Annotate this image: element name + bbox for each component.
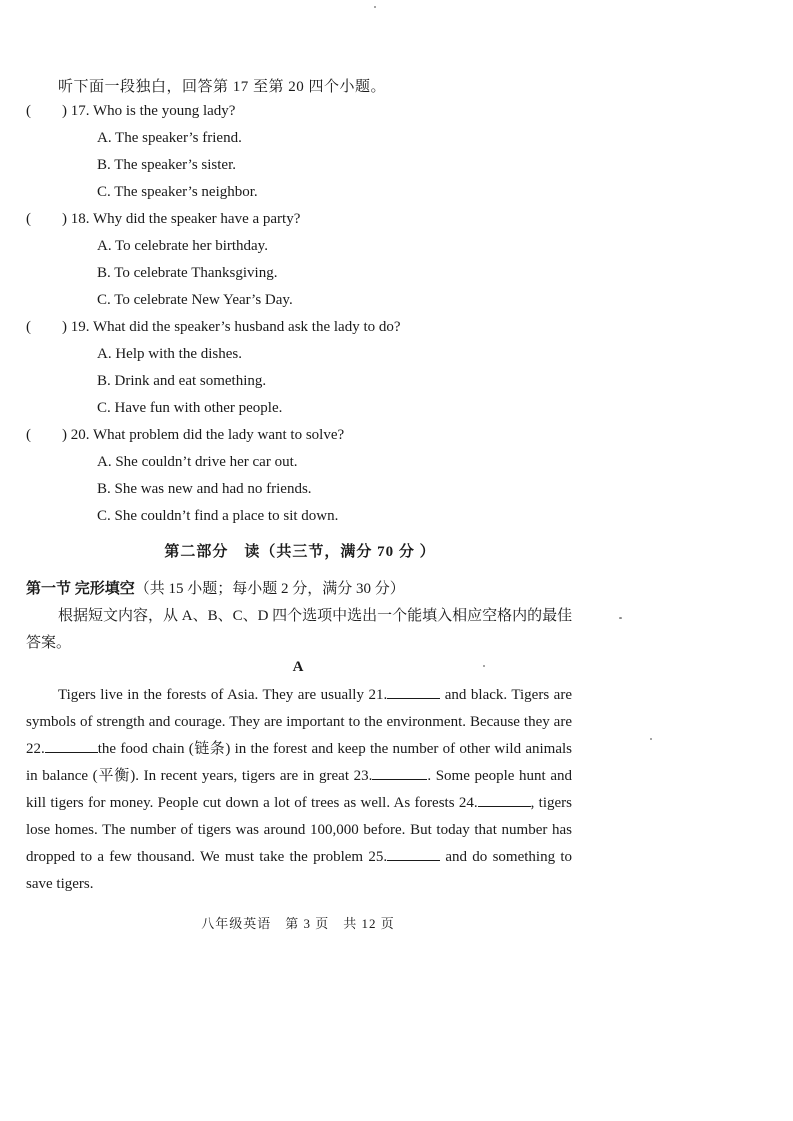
question-18 xyxy=(26,211,300,228)
section-name: 第一节 完形填空 xyxy=(26,581,135,597)
option-19b: B. Drink and eat something. xyxy=(97,373,267,389)
blank-25 xyxy=(387,848,440,861)
question-19 xyxy=(26,319,401,336)
section-title xyxy=(26,577,405,598)
passage-text xyxy=(26,682,572,898)
cloze-instructions: 根据短文内容，从 A、B、C、D 四个选项中选出一个能填入相应空格内的最佳答案。 xyxy=(26,608,573,651)
option-18c: C. To celebrate New Year’s Day. xyxy=(97,292,293,308)
passage-sentence: and black. Tigers are symbols of strength and courage. They are important to the environment. Because they are 22. xyxy=(26,687,572,757)
option-18b: B. To celebrate Thanksgiving. xyxy=(97,265,278,281)
answer-paren: ( xyxy=(26,103,31,119)
blank-23 xyxy=(372,767,427,780)
option-20c: C. She couldn’t find a place to sit down. xyxy=(97,508,339,524)
listening-intro: 听下面一段独白，回答第 17 至第 20 四个小题。 xyxy=(58,79,387,95)
option-17a: A. The speaker’s friend. xyxy=(97,130,242,146)
part-title: 第二部分 读（共三节，满分 70 分 ） xyxy=(164,544,436,560)
scan-speck xyxy=(619,617,622,619)
question-text: ) 20. What problem did the lady want to solve? xyxy=(62,427,345,443)
option-19a: A. Help with the dishes. xyxy=(97,346,242,362)
answer-paren: ( xyxy=(26,319,31,335)
blank-22 xyxy=(45,740,98,753)
option-20a: A. She couldn’t drive her car out. xyxy=(97,454,298,470)
blank-21 xyxy=(387,686,440,699)
passage-sentence: Tigers live in the forests of Asia. They are usually 21. xyxy=(58,687,388,703)
passage-sentence: , tigers lose homes. The number of tigers was around 100,000 before. But today that number has dropped to a few thousand. We must take the problem 25. xyxy=(26,795,573,865)
question-text: ) 19. What did the speaker’s husband ask the lady to do? xyxy=(62,319,401,335)
question-text: ) 17. Who is the young lady? xyxy=(62,103,236,119)
option-19c: C. Have fun with other people. xyxy=(97,400,283,416)
option-17c: C. The speaker’s neighbor. xyxy=(97,184,258,200)
scan-speck xyxy=(650,738,652,740)
blank-24 xyxy=(478,794,531,807)
option-18a: A. To celebrate her birthday. xyxy=(97,238,268,254)
option-17b: B. The speaker’s sister. xyxy=(97,157,237,173)
option-20b: B. She was new and had no friends. xyxy=(97,481,312,497)
answer-paren: ( xyxy=(26,211,31,227)
page-footer: 八年级英语 第 3 页 共 12 页 xyxy=(201,916,395,931)
answer-paren: ( xyxy=(26,427,31,443)
passage-title: A xyxy=(292,659,304,675)
passage-sentence: . Some people hunt and kill tigers for money. People cut down a lot of trees as well. As forests 24. xyxy=(26,768,572,811)
question-17 xyxy=(26,103,235,120)
scan-speck xyxy=(374,6,376,8)
question-20 xyxy=(26,427,344,444)
passage-sentence: the food chain (链条) in the forest and keep the number of other wild animals in balance (平衡). In recent years, tigers are in great 23. xyxy=(26,741,572,784)
section-detail: （共 15 小题；每小题 2 分，满分 30 分） xyxy=(134,581,405,597)
passage-paragraph xyxy=(26,682,572,898)
scan-speck xyxy=(483,665,485,667)
passage-sentence: and do something to save tigers. xyxy=(26,849,572,892)
question-text: ) 18. Why did the speaker have a party? xyxy=(62,211,301,227)
